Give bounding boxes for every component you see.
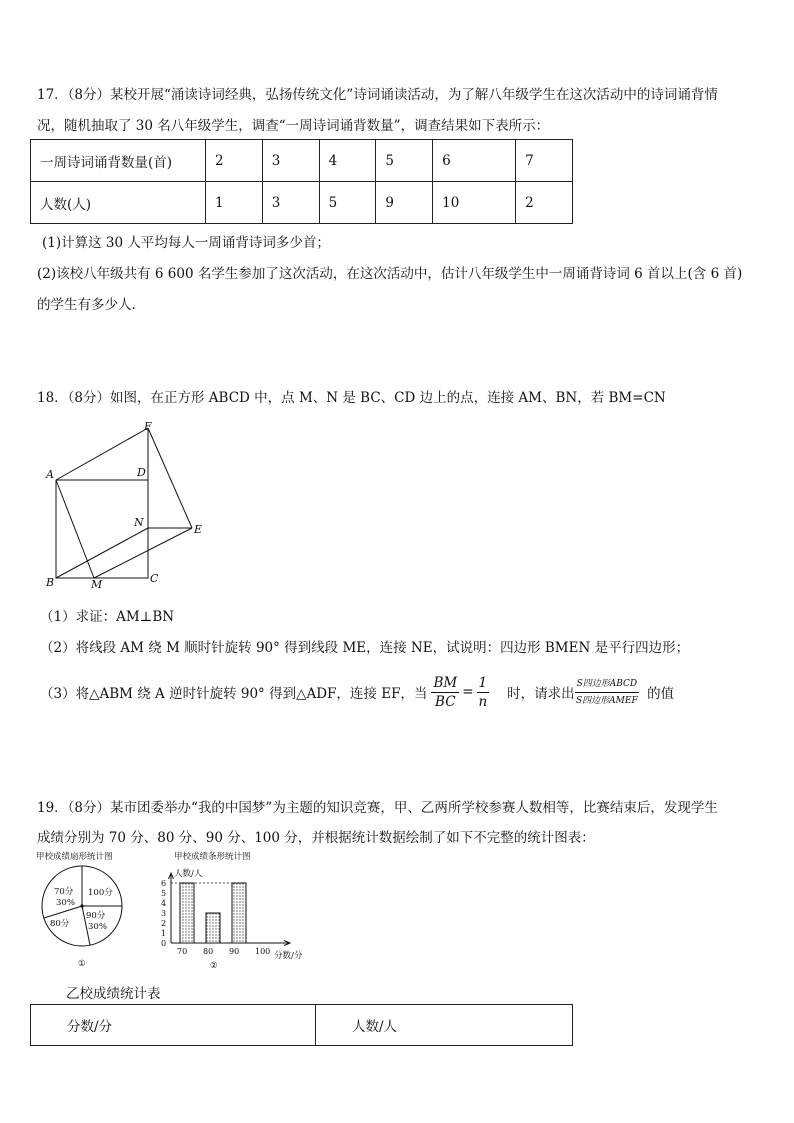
q19-table-header-score: 分数/分 bbox=[31, 1005, 316, 1046]
q17-table-cell: 10 bbox=[433, 182, 516, 224]
y-tick-label: 3 bbox=[161, 909, 167, 918]
q17-table-cell: 7 bbox=[516, 140, 573, 182]
q17-sub2-line2: 的学生有多少人. bbox=[37, 297, 136, 313]
pie-slice-label-80: 80分 bbox=[50, 919, 70, 929]
bar-chart-title: 甲校成绩条形统计图 bbox=[174, 852, 251, 862]
bar-chart-xlabel: 分数/分 bbox=[274, 951, 303, 961]
q19-table-header-people: 人数/人 bbox=[316, 1005, 573, 1046]
fraction-den: n bbox=[478, 693, 488, 710]
q18-sub3 bbox=[40, 667, 674, 717]
fraction-bm-bc bbox=[431, 674, 459, 711]
label-M: M bbox=[91, 578, 103, 591]
fraction-den: S四边形AMEF bbox=[576, 695, 638, 706]
bar-80 bbox=[206, 913, 220, 943]
q17-table-header-count: 一周诗词诵背数量(首) bbox=[31, 140, 206, 182]
q17-table-cell: 5 bbox=[319, 182, 376, 224]
y-tick-label: 6 bbox=[161, 879, 167, 888]
x-tick-label: 100 bbox=[255, 947, 271, 956]
pie-center-dot bbox=[80, 904, 83, 907]
pie-chart-caption: ① bbox=[78, 959, 86, 969]
q17-table-header-people: 人数(人) bbox=[31, 182, 206, 224]
q18-geometry-figure bbox=[40, 420, 210, 592]
label-E: E bbox=[194, 523, 203, 536]
q17-table-cell: 3 bbox=[262, 182, 319, 224]
q18-stem: 18．（8分）如图，在正方形 ABCD 中，点 M、N 是 BC、CD 边上的点，连接 AM、BN，若 BM=CN bbox=[37, 390, 666, 406]
label-N: N bbox=[134, 516, 144, 529]
q17-table-cell: 5 bbox=[376, 140, 433, 182]
q17-table-cell: 2 bbox=[206, 140, 263, 182]
fraction-num: 1 bbox=[478, 674, 488, 691]
label-D: D bbox=[137, 466, 146, 479]
x-tick-label: 90 bbox=[229, 947, 240, 956]
pie-slice-label-100: 100分 bbox=[88, 888, 113, 898]
label-C: C bbox=[150, 572, 159, 585]
q17-table bbox=[30, 139, 573, 224]
y-tick-label: 1 bbox=[161, 929, 167, 938]
q17-sub2-line1: (2)该校八年级共有 6 600 名学生参加了这次活动，在这次活动中，估计八年级学生中一周诵背诗词 6 首以上(含 6 首) bbox=[37, 266, 743, 282]
q19-stem-line1: 19．（8分）某市团委举办“我的中国梦”为主题的知识竞赛，甲、乙两所学校参赛人数相等，比赛结束后，发现学生 bbox=[37, 800, 718, 816]
label-F: F bbox=[144, 420, 152, 433]
q17-table-cell: 6 bbox=[433, 140, 516, 182]
pie-chart bbox=[36, 862, 132, 972]
q17-sub1: (1)计算这 30 人平均每人一周诵背诗词多少首； bbox=[42, 235, 330, 251]
fraction-num: BM bbox=[433, 674, 458, 691]
pie-slice-label-70: 70分 bbox=[54, 887, 74, 897]
equals-sign: = bbox=[462, 684, 474, 700]
q17-table-cell: 1 bbox=[206, 182, 263, 224]
x-tick-label: 70 bbox=[177, 947, 188, 956]
bar-chart-caption: ② bbox=[210, 961, 218, 971]
bar-90 bbox=[232, 883, 246, 943]
pie-chart-title: 甲校成绩扇形统计图 bbox=[36, 852, 113, 862]
bar-chart bbox=[146, 862, 314, 972]
q17-table-cell: 2 bbox=[516, 182, 573, 224]
bar-70 bbox=[180, 883, 194, 943]
y-tick-label: 4 bbox=[161, 899, 167, 908]
bar-chart-ylabel: 人数/人 bbox=[174, 869, 203, 879]
q17-table-cell: 4 bbox=[319, 140, 376, 182]
q18-sub3-mid: 时，请求出 bbox=[507, 686, 575, 702]
fraction-1-n bbox=[477, 674, 490, 711]
fraction-den: BC bbox=[435, 693, 456, 710]
q18-sub1: （1）求证：AM⊥BN bbox=[40, 609, 175, 625]
y-tick-label: 2 bbox=[161, 919, 167, 928]
x-tick-label: 80 bbox=[203, 947, 214, 956]
pie-slice-percent-90: 30% bbox=[88, 922, 107, 932]
q17-stem-line1: 17．（8分）某校开展“涌读诗词经典，弘扬传统文化”诗词诵读活动，为了解八年级学生在这次活动中的诗词诵背情 bbox=[37, 87, 718, 103]
q17-table-cell: 9 bbox=[376, 182, 433, 224]
q18-sub2: （2）将线段 AM 绕 M 顺时针旋转 90° 得到线段 ME，连接 NE，试说明：四边形 BMEN 是平行四边形； bbox=[40, 640, 690, 656]
q18-sub3-suffix: 的值 bbox=[647, 686, 675, 702]
y-tick-label: 5 bbox=[161, 889, 167, 898]
fraction-area-ratio bbox=[575, 676, 640, 709]
q19-stem-line2: 成绩分别为 70 分、80 分、90 分、100 分，并根据统计数据绘制了如下不完整的统计图表： bbox=[37, 830, 595, 846]
q19-table-title: 乙校成绩统计表 bbox=[66, 986, 161, 1002]
q17-stem-line2: 况，随机抽取了 30 名八年级学生，调查“一周诗词诵背数量”，调查结果如下表所示： bbox=[37, 118, 550, 134]
q19-table bbox=[30, 1004, 573, 1046]
label-B: B bbox=[46, 576, 55, 589]
pie-slice-label-90: 90分 bbox=[86, 911, 106, 921]
label-A: A bbox=[46, 468, 54, 481]
pie-slice-percent-70: 30% bbox=[56, 898, 75, 908]
q17-table-cell: 3 bbox=[262, 140, 319, 182]
fraction-num: S四边形ABCD bbox=[575, 676, 640, 693]
q18-sub3-prefix: （3）将△ABM 绕 A 逆时针旋转 90° 得到△ADF，连接 EF，当 bbox=[40, 686, 428, 702]
y-tick-label: 0 bbox=[161, 939, 167, 948]
